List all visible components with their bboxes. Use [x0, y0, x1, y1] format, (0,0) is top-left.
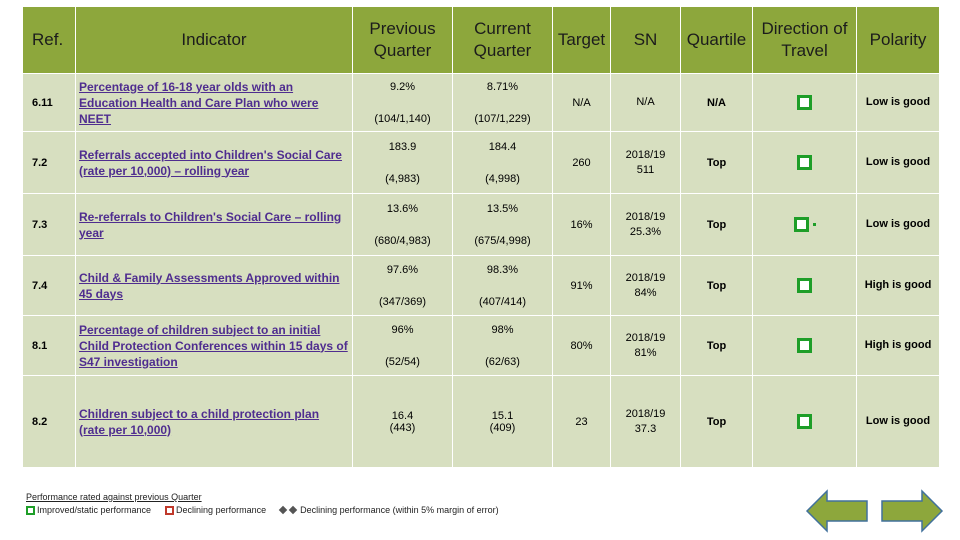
header-indicator: Indicator: [76, 7, 353, 74]
row-target: N/A: [553, 74, 611, 132]
row-quartile: Top: [681, 194, 753, 256]
sn-line1: N/A: [636, 96, 655, 108]
curr-detail: (62/63): [485, 355, 520, 368]
previous-slide-button[interactable]: [805, 489, 869, 533]
curr-value: 13.5%: [486, 202, 519, 215]
indicator-link[interactable]: Child & Family Assessments Approved within 45 days: [79, 270, 340, 301]
row-indicator[interactable]: [76, 74, 353, 132]
row-polarity: Low is good: [857, 132, 940, 194]
row-indicator[interactable]: [76, 316, 353, 376]
row-sn: [611, 316, 681, 376]
curr-value: 98%: [491, 323, 514, 336]
row-quartile: N/A: [681, 74, 753, 132]
indicator-link[interactable]: Referrals accepted into Children's Social Care (rate per 10,000) – rolling year: [79, 147, 342, 178]
row-ref: 6.11: [23, 74, 76, 132]
indicator-link[interactable]: Re-referrals to Children's Social Care – rolling year: [79, 209, 342, 240]
row-previous-quarter: [353, 132, 453, 194]
row-polarity: High is good: [857, 316, 940, 376]
row-polarity: High is good: [857, 256, 940, 316]
row-indicator[interactable]: [76, 376, 353, 468]
row-direction: [753, 256, 857, 316]
prev-detail: (347/369): [378, 295, 427, 308]
sn-line1: 2018/19: [625, 210, 666, 223]
declining-icon: [165, 506, 174, 515]
curr-detail: (4,998): [485, 172, 520, 185]
header-current-quarter: Current Quarter: [453, 7, 553, 74]
header-ref: Ref.: [23, 7, 76, 74]
row-direction: [753, 316, 857, 376]
sn-line2: 84%: [634, 286, 657, 299]
improved-static-icon: [794, 217, 809, 232]
row-sn: [611, 376, 681, 468]
row-current-quarter: [453, 194, 553, 256]
row-target: 23: [553, 376, 611, 468]
sn-line2: 25.3%: [629, 225, 662, 238]
legend-declining-margin: Declining performance (within 5% margin of error): [300, 505, 499, 515]
sn-line2: 37.3: [634, 422, 657, 435]
legend-improved: Improved/static performance: [37, 505, 152, 515]
row-current-quarter: [453, 132, 553, 194]
row-quartile: Top: [681, 132, 753, 194]
arrow-right-icon: [880, 489, 944, 533]
row-polarity: Low is good: [857, 376, 940, 468]
prev-value: 183.9: [388, 140, 417, 153]
row-target: 80%: [553, 316, 611, 376]
row-sn: [611, 256, 681, 316]
sn-line1: 2018/19: [625, 407, 666, 420]
curr-value: 98.3%: [486, 263, 519, 276]
legend-declining: Declining performance: [176, 505, 267, 515]
row-polarity: Low is good: [857, 74, 940, 132]
header-sn: SN: [611, 7, 681, 74]
header-polarity: Polarity: [857, 7, 940, 74]
table-header-row: [23, 7, 940, 74]
row-previous-quarter: [353, 256, 453, 316]
row-quartile: Top: [681, 316, 753, 376]
prev-detail: (52/54): [385, 355, 420, 368]
row-sn: [611, 74, 681, 132]
indicator-link[interactable]: Children subject to a child protection plan (rate per 10,000): [79, 406, 320, 437]
improved-static-icon: [797, 414, 812, 429]
table-row: [23, 74, 940, 132]
header-quartile: Quartile: [681, 7, 753, 74]
curr-detail: (107/1,229): [474, 112, 531, 125]
prev-value: 16.4: [391, 409, 414, 422]
improved-static-icon: [26, 506, 35, 515]
table-row: [23, 132, 940, 194]
row-direction: [753, 132, 857, 194]
row-previous-quarter: [353, 376, 453, 468]
row-ref: 7.2: [23, 132, 76, 194]
row-indicator[interactable]: [76, 132, 353, 194]
curr-value: 184.4: [488, 140, 517, 153]
indicator-link[interactable]: Percentage of children subject to an initial Child Protection Conferences within 15 days of S47 investigation: [79, 322, 348, 369]
prev-value: 9.2%: [389, 80, 416, 93]
improved-static-icon: [797, 95, 812, 110]
legend-items: [26, 505, 499, 515]
row-previous-quarter: [353, 316, 453, 376]
row-previous-quarter: [353, 74, 453, 132]
prev-value: 96%: [391, 323, 414, 336]
sn-line1: 2018/19: [625, 331, 666, 344]
diamond-icon: [289, 506, 297, 514]
sn-line1: 2018/19: [625, 271, 666, 284]
legend-title: Performance rated against previous Quarter: [26, 492, 202, 502]
curr-value: 8.71%: [486, 80, 519, 93]
sn-line2: 81%: [634, 346, 657, 359]
row-previous-quarter: [353, 194, 453, 256]
row-current-quarter: [453, 376, 553, 468]
curr-detail: (407/414): [478, 295, 527, 308]
row-quartile: Top: [681, 376, 753, 468]
prev-value: 13.6%: [386, 202, 419, 215]
row-direction: [753, 376, 857, 468]
row-current-quarter: [453, 256, 553, 316]
diamond-icon: [279, 506, 287, 514]
row-sn: [611, 132, 681, 194]
sn-line2: 511: [636, 163, 655, 176]
header-target: Target: [553, 7, 611, 74]
sn-line1: 2018/19: [625, 148, 666, 161]
row-current-quarter: [453, 316, 553, 376]
next-slide-button[interactable]: [880, 489, 944, 533]
curr-value: 15.1: [491, 409, 514, 422]
row-ref: 8.2: [23, 376, 76, 468]
row-quartile: Top: [681, 256, 753, 316]
row-sn: [611, 194, 681, 256]
row-indicator[interactable]: [76, 194, 353, 256]
table-row: [23, 194, 940, 256]
row-ref: 8.1: [23, 316, 76, 376]
improved-static-icon: [797, 278, 812, 293]
table-row: [23, 376, 940, 468]
table-row: [23, 256, 940, 316]
arrow-left-icon: [805, 489, 869, 533]
prev-detail: (104/1,140): [374, 112, 431, 125]
prev-detail: (443): [389, 421, 416, 434]
prev-detail: (680/4,983): [374, 234, 431, 247]
table-row: [23, 316, 940, 376]
improved-static-icon: [797, 155, 812, 170]
header-previous-quarter: Previous Quarter: [353, 7, 453, 74]
legend: [26, 492, 499, 515]
row-polarity: Low is good: [857, 194, 940, 256]
row-ref: 7.4: [23, 256, 76, 316]
dot-icon: [813, 223, 816, 226]
row-target: 16%: [553, 194, 611, 256]
row-ref: 7.3: [23, 194, 76, 256]
prev-value: 97.6%: [386, 263, 419, 276]
row-direction: [753, 74, 857, 132]
row-target: 260: [553, 132, 611, 194]
prev-detail: (4,983): [385, 172, 420, 185]
row-direction: [753, 194, 857, 256]
row-indicator[interactable]: [76, 256, 353, 316]
improved-static-icon: [797, 338, 812, 353]
curr-detail: (675/4,998): [474, 234, 531, 247]
row-current-quarter: [453, 74, 553, 132]
indicator-link[interactable]: Percentage of 16-18 year olds with an Education Health and Care Plan who were NEET: [79, 79, 319, 126]
row-target: 91%: [553, 256, 611, 316]
curr-detail: (409): [489, 421, 516, 434]
performance-table: [22, 6, 940, 468]
header-direction-of-travel: Direction of Travel: [753, 7, 857, 74]
